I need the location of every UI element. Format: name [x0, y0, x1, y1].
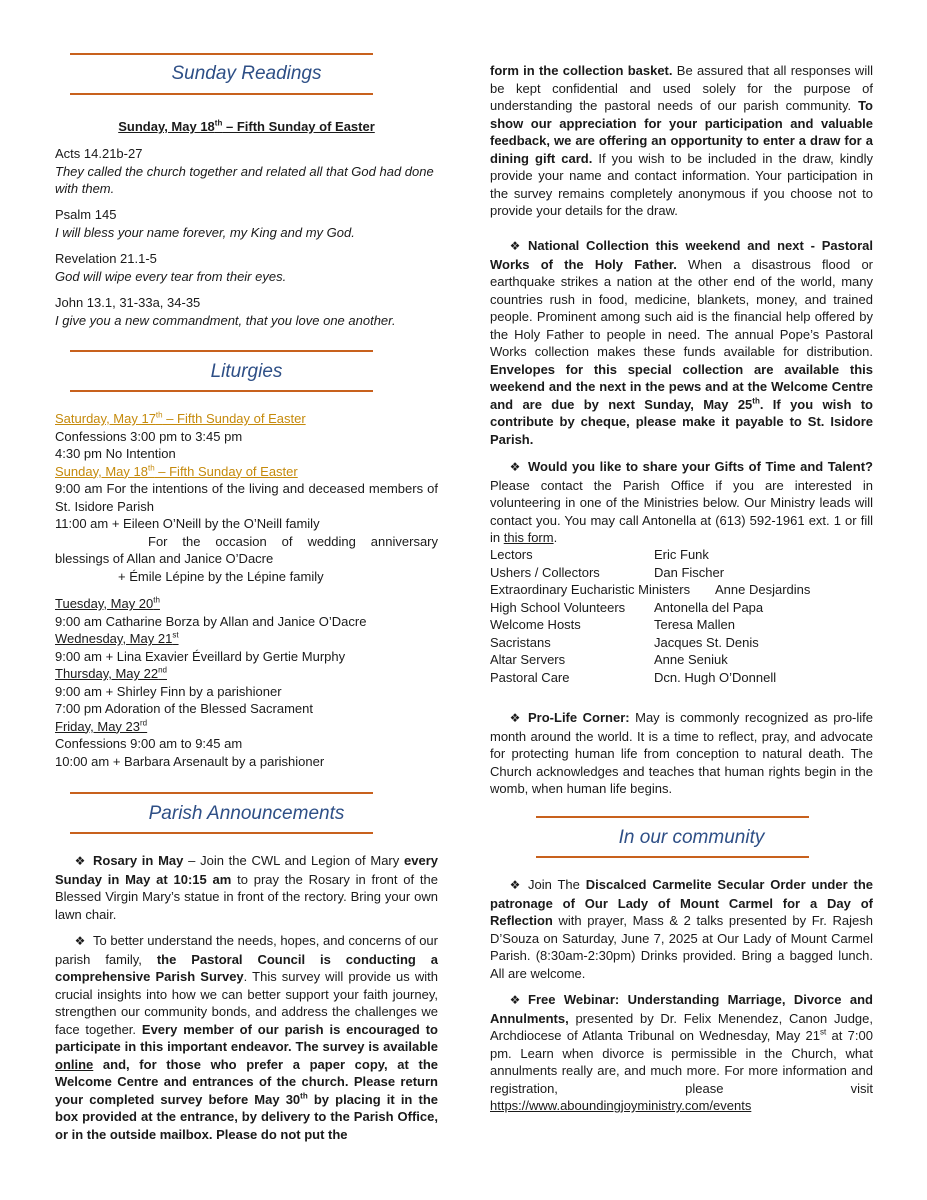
ministry-lead: Anne Desjardins	[715, 582, 811, 597]
schedule-line: 9:00 am + Lina Exavier Éveillard by Gertie Murphy	[55, 648, 346, 664]
readings-date: Sunday, May 18th – Fifth Sunday of Easter	[118, 118, 375, 134]
tuesday-heading: Tuesday, May 20th	[55, 595, 160, 611]
in-our-community-header	[490, 816, 873, 860]
reading-ref: Psalm 145	[55, 207, 117, 222]
header-rule-top	[70, 350, 373, 352]
ministry-row	[490, 669, 873, 687]
schedule-line: + Émile Lépine by the Lépine family	[118, 568, 324, 584]
schedule-line: 9:00 am For the intentions of the living and deceased members of St. Isidore Parish	[55, 481, 438, 514]
header-rule-top	[70, 792, 373, 794]
reading-text: I will bless your name forever, my King and my God.	[55, 224, 355, 240]
reading-text: God will wipe every tear from their eyes.	[55, 268, 287, 284]
ministry-role: Altar Servers	[490, 652, 566, 667]
volunteer-form-link[interactable]: this form	[503, 530, 554, 545]
sunday-readings-header	[55, 53, 438, 97]
reading-ref: Acts 14.21b-27	[55, 146, 143, 161]
ministry-row	[490, 581, 873, 599]
ministry-lead: Antonella del Papa	[654, 599, 764, 615]
header-rule-top	[536, 816, 809, 818]
header-rule-bottom	[536, 856, 809, 858]
friday-heading: Friday, May 23rd	[55, 718, 148, 734]
reading-ref: Revelation 21.1-5	[55, 251, 157, 266]
reading-3	[55, 250, 438, 285]
liturgies-header	[55, 350, 438, 394]
schedule-line: 9:00 am Catharine Borza by Allan and Janice O’Dacre	[55, 613, 367, 629]
schedule-line: 9:00 am + Shirley Finn by a parishioner	[55, 683, 282, 699]
diamond-bullet-icon: ❖	[509, 711, 521, 725]
ministry-row	[490, 599, 873, 617]
header-rule-top	[70, 53, 373, 55]
ministry-role: High School Volunteers	[490, 599, 626, 615]
parish-announcements-header	[55, 792, 438, 836]
diamond-bullet-icon: ❖	[509, 460, 521, 474]
reading-2	[55, 206, 438, 241]
weekday-schedule	[55, 595, 438, 770]
ministry-role: Ushers / Collectors	[490, 564, 600, 580]
rosary-announcement: ❖ Rosary in May – Join the CWL and Legion of Mary every Sunday in May at 10:15 am to pray the Rosary in front of the Blessed Virgin Mary’s statue in front of the rectory. Bring your own lawn chair.	[55, 853, 438, 922]
national-collection-announcement: ❖ National Collection this weekend and next - Pastoral Works of the Holy Father. When a disastrous flood or earthquake strikes a nation at the other end of the world, many countries rush in food, medicine, blankets, money, and trained people. Prominent among such aid is the financial help offered by the Holy Father to people in need. The annual Pope’s Pastoral Works collection makes these funds available for distribution. Envelopes for this special collection are available this weekend and the next in the pews and at the Welcome Centre and are due by next Sunday, May 25th. If you wish to contribute by cheque, please make it payable to St. Isidore Parish.	[490, 238, 873, 447]
sunday-heading: Sunday, May 18th – Fifth Sunday of Easter	[55, 463, 298, 479]
diamond-bullet-icon: ❖	[74, 934, 86, 948]
header-rule-bottom	[70, 390, 373, 392]
ministry-lead: Anne Seniuk	[654, 652, 728, 667]
schedule-line: 11:00 am + Eileen O’Neill by the O’Neill family	[55, 516, 320, 531]
ministry-role: Extraordinary Eucharistic Ministers	[490, 582, 691, 597]
header-rule-bottom	[70, 93, 373, 95]
saturday-heading: Saturday, May 17th – Fifth Sunday of Easter	[55, 410, 306, 426]
section-title: In our community	[618, 827, 765, 848]
schedule-line: 7:00 pm Adoration of the Blessed Sacrament	[55, 701, 313, 716]
schedule-line: Confessions 9:00 am to 9:45 am	[55, 736, 243, 751]
survey-announcement: ❖ To better understand the needs, hopes, and concerns of our parish family, the Pastoral Council is conducting a comprehensive Parish Survey. This survey will provide us with crucial insights into how we can better support your faith journey, strengthen our community bonds, and address the challenges we face together. Every member of our parish is encouraged to participate in this important endeavor. The survey is available online and, for those who prefer a paper copy, at the Welcome Centre and entrances of the church. Please return your completed survey before May 30th by placing it in the box provided at the entrance, by delivery to the Parish Office, or in the outside mailbox. Please do not put the	[55, 933, 439, 1142]
ministry-lead: Jacques St. Denis	[654, 634, 759, 650]
pro-life-announcement: ❖ Pro-Life Corner: May is commonly recognized as pro-life month around the world. It is a time to reflect, pray, and advocate for protecting human life from conception to natural death. The Church acknowledges and teaches that human rights begin in the womb, when human life begins.	[490, 710, 874, 796]
ministry-role: Pastoral Care	[490, 669, 570, 685]
ministry-role: Sacristans	[490, 634, 551, 650]
reading-text: I give you a new commandment, that you love one another.	[55, 312, 396, 328]
section-title: Sunday Readings	[171, 63, 322, 84]
section-title: Parish Announcements	[148, 803, 345, 824]
ministry-row	[490, 616, 873, 634]
liturgies-schedule	[55, 410, 438, 585]
survey-online-link[interactable]: online	[55, 1056, 94, 1072]
webinar-announcement: ❖ Free Webinar: Understanding Marriage, Divorce and Annulments, presented by Dr. Felix Menendez, Canon Judge, Archdiocese of Atlanta Tribunal on Wednesday, May 21st at 7:00 pm. Learn when divorce is permissible in the Church, what annulments really are, and much more. For more information and registration, please visit https://www.aboundingjoyministry.com/events	[490, 992, 873, 1113]
ministries-list	[490, 546, 873, 686]
ministry-lead: Teresa Mallen	[654, 617, 735, 632]
ministry-row	[490, 634, 873, 652]
reading-ref: John 13.1, 31-33a, 34-35	[55, 295, 201, 310]
ministry-row	[490, 546, 873, 564]
carmelite-announcement: ❖ Join The Discalced Carmelite Secular Order under the patronage of Our Lady of Mount Carmel for a Day of Reflection with prayer, Mass & 2 talks presented by Fr. Rajesh D’Souza on Saturday, June 7, 2025 at Our Lady of Mount Carmel Parish. (8:30am-2:30pm) Drinks provided. Bring a bagged lunch. All are welcome.	[490, 877, 873, 981]
ministry-role: Welcome Hosts	[490, 617, 581, 632]
thursday-heading: Thursday, May 22nd	[55, 665, 167, 681]
schedule-line: For the occasion of wedding anniversary blessings of Allan and Janice O’Dacre	[55, 533, 438, 566]
diamond-bullet-icon: ❖	[74, 854, 86, 868]
diamond-bullet-icon: ❖	[509, 993, 521, 1007]
webinar-link[interactable]: https://www.aboundingjoyministry.com/events	[490, 1098, 752, 1113]
section-title: Liturgies	[210, 361, 283, 382]
survey-continuation: form in the collection basket. Be assured that all responses will be kept confidential and used solely for the purpose of understanding the pastoral needs of our parish community. To show our appreciation for your participation and valuable feedback, we are offering an opportunity to enter a draw for a dining gift card. If you wish to be included in the draw, kindly provide your name and contact information. Your participation in the survey remains completely anonymous if you choose not to provide your details for the draw.	[490, 63, 873, 218]
wednesday-heading: Wednesday, May 21st	[55, 630, 179, 646]
ministry-lead: Dcn. Hugh O’Donnell	[654, 669, 777, 685]
header-rule-bottom	[70, 832, 373, 834]
ministry-lead: Dan Fischer	[654, 564, 725, 580]
reading-text: They called the church together and related all that God had done with them.	[55, 163, 434, 196]
schedule-line: 4:30 pm No Intention	[55, 446, 176, 461]
ministry-row	[490, 651, 873, 669]
reading-1	[55, 145, 438, 198]
reading-4	[55, 294, 438, 329]
diamond-bullet-icon: ❖	[509, 239, 521, 253]
gifts-announcement: ❖ Would you like to share your Gifts of Time and Talent? Please contact the Parish Office if you are interested in volunteering in one of the Ministries below. Our Ministry leads will contact you. You may call Antonella at (613) 592-1961 ext. 1 or fill in this form.	[490, 459, 873, 545]
diamond-bullet-icon: ❖	[509, 878, 521, 892]
schedule-line: Confessions 3:00 pm to 3:45 pm	[55, 428, 243, 444]
schedule-line: 10:00 am + Barbara Arsenault by a parishioner	[55, 753, 325, 769]
ministry-row	[490, 564, 873, 582]
ministry-role: Lectors	[490, 547, 533, 562]
ministry-lead: Eric Funk	[654, 547, 709, 562]
